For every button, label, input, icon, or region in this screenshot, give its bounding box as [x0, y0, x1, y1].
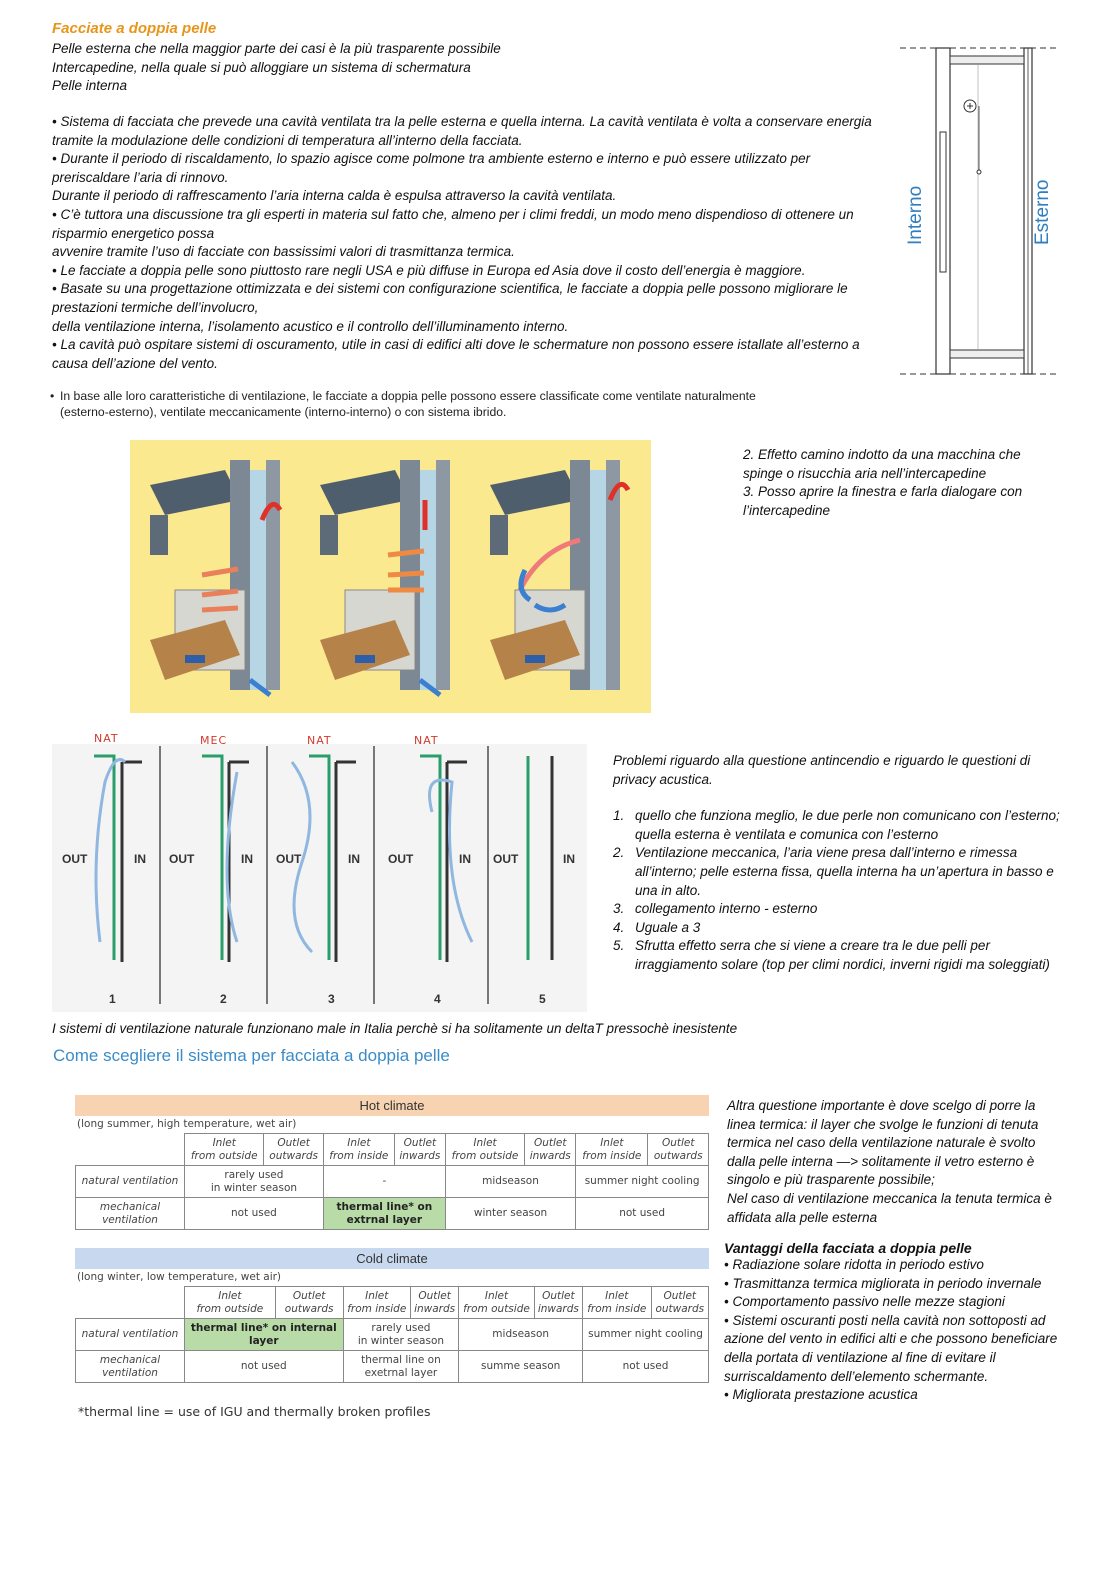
- hand-label: NAT: [307, 734, 332, 747]
- advantages-title: Vantaggi della facciata a doppia pelle: [724, 1240, 972, 1256]
- table-cell: thermal line* on extrnal layer: [323, 1198, 445, 1230]
- table-header: Outlet inwards: [394, 1134, 445, 1166]
- table-header: Outlet outwards: [651, 1287, 708, 1319]
- advantages-section: [724, 1240, 1069, 1405]
- intro-line: Pelle interna: [52, 78, 128, 93]
- effect-note: 2. Effetto camino indotto da una macchina che spinge o risucchia aria nell’intercapedine: [743, 447, 1021, 481]
- bullet-paragraph: • Sistema di facciata che prevede una cavità ventilata tra la pelle esterna e quella interna. La cavità ventilata è volta a conservare energia tramite la modulazione delle condizioni di temperatura all’interno della facciata.: [52, 114, 872, 148]
- diagram-number: 3: [328, 992, 335, 1006]
- table-header: Inlet from inside: [323, 1134, 394, 1166]
- effect-note: 3. Posso aprire la finestra e farla dialogare con l’intercapedine: [743, 484, 1023, 518]
- classification-text: In base alle loro caratteristiche di ventilazione, le facciate a doppia pelle possono essere classificate come ventilate naturalmente (esterno-esterno), ventilate meccanicamente (interno-interno) o con sistema ibrido.: [60, 389, 756, 419]
- advantage-item: • Radiazione solare ridotta in periodo estivo: [724, 1257, 984, 1272]
- table-cell: not used: [185, 1351, 344, 1383]
- hand-label: NAT: [94, 732, 119, 745]
- in-label: IN: [134, 852, 146, 866]
- intro-list: [52, 40, 592, 96]
- hot-climate-subtitle: (long summer, high temperature, wet air): [77, 1118, 297, 1130]
- hot-climate-header: Hot climate: [75, 1095, 709, 1116]
- in-label: IN: [348, 852, 360, 866]
- advantage-item: • Migliorata prestazione acustica: [724, 1387, 918, 1403]
- row-label: mechanical ventilation: [76, 1351, 185, 1383]
- problem-notes: [613, 752, 1063, 975]
- intro-line: Pelle esterna che nella maggior parte dei casi è la più trasparente possibile: [52, 41, 501, 56]
- advantage-item: • Comportamento passivo nelle mezze stagioni: [724, 1294, 1005, 1310]
- in-label: IN: [459, 852, 471, 866]
- in-label: IN: [563, 852, 575, 866]
- hand-label: NAT: [414, 734, 439, 747]
- list-item: 4. Uguale a 3: [613, 919, 701, 935]
- bullet-paragraph: • C’è tuttora una discussione tra gli esperti in materia sul fatto che, almeno per i climi freddi, un modo meno dispendioso di ottenere un risparmio energetico possa: [52, 206, 854, 241]
- list-item: 5. Sfrutta effetto serra che si viene a creare tra le due pelli per irraggiamento solare (top per climi nordici, inverni rigidi ma soleggiati): [613, 938, 1050, 972]
- table-cell: rarely used in winter season: [185, 1166, 324, 1198]
- table-header: Outlet outwards: [264, 1134, 323, 1166]
- table-header: Inlet from outside: [459, 1287, 534, 1319]
- table-cell: not used: [583, 1351, 709, 1383]
- advantage-item: • Trasmittanza termica migliorata in periodo invernale: [724, 1275, 1042, 1291]
- out-label: OUT: [493, 852, 519, 866]
- ventilation-diagram: [52, 732, 587, 1012]
- out-label: OUT: [62, 852, 88, 866]
- table-header: Outlet inwards: [410, 1287, 458, 1319]
- diagram-number: 4: [434, 992, 441, 1006]
- out-label: OUT: [388, 852, 414, 866]
- italy-note: I sistemi di ventilazione naturale funzionano male in Italia perchè si ha solitamente un deltaT pressochè inesistente: [52, 1021, 738, 1036]
- table-header: Inlet from inside: [343, 1287, 410, 1319]
- table-cell: summer night cooling: [576, 1166, 709, 1198]
- advantage-item: • Sistemi oscuranti posti nella cavità non sottoposti ad azione del vento in edifici alti e che possono beneficiare della portata di ventilazione al fine di evitare il surriscaldamento dell’elemento schermante.: [724, 1312, 1058, 1384]
- bullet-paragraph: della ventilazione interna, l’isolamento acustico e il controllo dell’illuminamento interno.: [52, 318, 569, 334]
- bullet-paragraphs: [52, 113, 882, 373]
- cold-climate-subtitle: (long winter, low temperature, wet air): [77, 1271, 282, 1283]
- intro-line: Intercapedine, nella quale si può alloggiare un sistema di schermatura: [52, 59, 471, 75]
- thermal-line-note: Altra questione importante è dove scelgo di porre la linea termica: il layer che svolge le funzioni di tenuta termica nel caso della ventilazione naturale è svolto dalla pelle interna —> solitamente il vetro esterno è singolo e più trasparente possibile; Nel caso di ventilazione meccanica la tenuta termica è affidata alla pelle esterna: [727, 1098, 1052, 1225]
- section-title: Come scegliere il sistema per facciata a doppia pelle: [53, 1046, 450, 1065]
- table-cell: winter season: [445, 1198, 575, 1230]
- bullet-paragraph: • Basate su una progettazione ottimizzata e dei sistemi con configurazione scientifica, le facciate a doppia pelle possono migliorare le prestazioni termiche dell’involucro,: [52, 281, 848, 315]
- page-title: Facciate a doppia pelle: [52, 20, 217, 37]
- table-cell: midseason: [459, 1319, 583, 1351]
- table-header: Outlet outwards: [275, 1287, 343, 1319]
- table-cell: not used: [185, 1198, 324, 1230]
- facade-illustration: [130, 440, 651, 713]
- bullet-dot: •: [50, 389, 55, 403]
- bullet-paragraph: Durante il periodo di raffrescamento l’aria interna calda è espulsa attraverso la cavità ventilata.: [52, 188, 617, 204]
- out-label: OUT: [169, 852, 195, 866]
- effect-notes: [743, 446, 1063, 520]
- table-header: Inlet from outside: [185, 1287, 276, 1319]
- row-label: natural ventilation: [76, 1319, 185, 1351]
- table-footnote: *thermal line = use of IGU and thermally broken profiles: [78, 1404, 431, 1419]
- table-cell: thermal line on exetrnal layer: [343, 1351, 459, 1383]
- table-header: Inlet from outside: [445, 1134, 524, 1166]
- cold-climate-header: Cold climate: [75, 1248, 709, 1269]
- label-esterno: Esterno: [1032, 179, 1053, 245]
- out-label: OUT: [276, 852, 302, 866]
- table-cell: midseason: [445, 1166, 575, 1198]
- table-header: Inlet from inside: [583, 1287, 652, 1319]
- diagram-number: 5: [539, 992, 546, 1006]
- label-interno: Interno: [905, 185, 926, 245]
- row-label: natural ventilation: [76, 1166, 185, 1198]
- diagram-number: 2: [220, 992, 227, 1006]
- problem-intro: Problemi riguardo alla questione antincendio e riguardo le questioni di privacy acustica.: [613, 753, 1031, 787]
- table-cell: rarely used in winter season: [343, 1319, 459, 1351]
- table-cell: thermal line* on internal layer: [185, 1319, 344, 1351]
- problem-list: [613, 807, 1063, 974]
- bullet-paragraph: avvenire tramite l’uso di facciate con bassissimi valori di trasmittanza termica.: [52, 244, 515, 260]
- table-cell: summe season: [459, 1351, 583, 1383]
- table-cell: not used: [576, 1198, 709, 1230]
- table-header: Outlet inwards: [534, 1287, 582, 1319]
- list-item: 2. Ventilazione meccanica, l’aria viene presa dall’interno e rimessa all’interno; pelle esterna fissa, quella interna ha un’apertura in basso e una in alto.: [613, 845, 1054, 898]
- classification-note: [50, 389, 760, 420]
- hand-label: MEC: [200, 734, 228, 747]
- bullet-paragraph: • Le facciate a doppia pelle sono piuttosto rare negli USA e più diffuse in Europa ed Asia dove il costo dell’energia è maggiore.: [52, 262, 806, 278]
- list-item: 3. collegamento interno - esterno: [613, 901, 818, 917]
- list-item: 1. quello che funziona meglio, le due perle non comunicano con l’esterno; quella esterna è ventilata e comunica con l’esterno: [613, 808, 1060, 842]
- table-header: Outlet outwards: [648, 1134, 709, 1166]
- table-header: Inlet from outside: [185, 1134, 264, 1166]
- bullet-paragraph: • La cavità può ospitare sistemi di oscuramento, utile in casi di edifici alti dove le schermature non possono essere istallate all’esterno a causa dell’azione del vento.: [52, 337, 860, 371]
- bullet-paragraph: • Durante il periodo di riscaldamento, lo spazio agisce come polmone tra ambiente esterno e interno e può essere utilizzato per preriscaldare l’aria di rinnovo.: [52, 151, 811, 185]
- table-header: Inlet from inside: [576, 1134, 648, 1166]
- table-cell: -: [323, 1166, 445, 1198]
- in-label: IN: [241, 852, 253, 866]
- table-cell: summer night cooling: [583, 1319, 709, 1351]
- cold-climate-table: [75, 1286, 709, 1383]
- row-label: mechanical ventilation: [76, 1198, 185, 1230]
- diagram-number: 1: [109, 992, 116, 1006]
- table-header: Outlet inwards: [525, 1134, 576, 1166]
- hot-climate-table: [75, 1133, 709, 1230]
